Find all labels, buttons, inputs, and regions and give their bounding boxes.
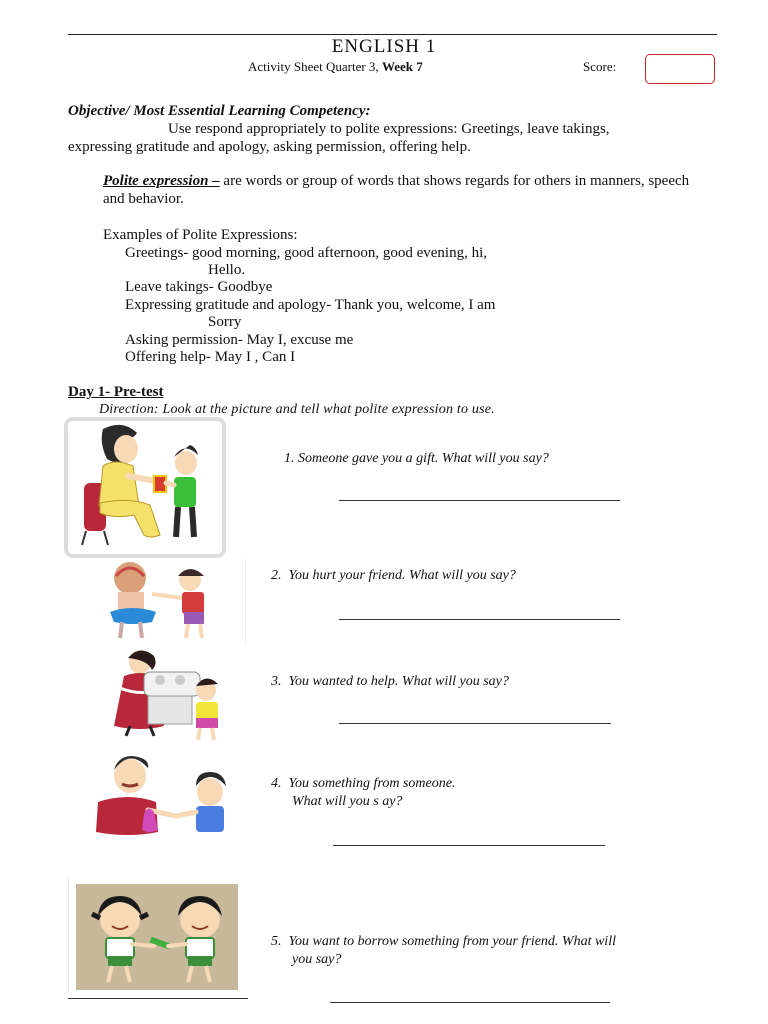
question-5-number: 5. [271, 934, 282, 949]
answer-line-2[interactable] [339, 619, 620, 620]
top-rule [68, 34, 717, 35]
question-1 [284, 450, 549, 468]
question-2-text: You hurt your friend. What will you say? [288, 568, 516, 583]
direction: Direction: Look at the picture and tell what polite expression to use. [99, 402, 495, 417]
question-5-text: You want to borrow something from your friend. What will [288, 934, 616, 949]
question-3-text: You wanted to help. What will you say? [288, 674, 509, 689]
question-5 [271, 933, 616, 968]
picture-gift [64, 417, 226, 558]
example-greetings-cont: Hello. [208, 262, 246, 278]
subtitle [248, 59, 423, 75]
definition-text: are words or group of words that shows regards for others in manners, speech and behavior. [103, 173, 690, 207]
question-1-number: 1. [284, 451, 295, 466]
example-asking-permission: Asking permission- May I, excuse me [125, 332, 354, 348]
picture-borrow [68, 878, 240, 992]
definition-term: Polite expression – [103, 173, 220, 189]
picture-hurt-friend [100, 558, 246, 646]
picture-help [100, 648, 242, 744]
answer-line-3[interactable] [339, 723, 611, 724]
definition [103, 173, 713, 208]
example-gratitude-cont: Sorry [208, 314, 242, 330]
question-3 [271, 673, 509, 691]
score-label: Score: [583, 59, 617, 74]
example-offering-help: Offering help- May I , Can I [125, 349, 296, 365]
question-4 [271, 775, 455, 810]
answer-line-4[interactable] [333, 845, 605, 846]
day-heading: Day 1- Pre-test [68, 384, 164, 400]
answer-line-5[interactable] [330, 1002, 610, 1003]
answer-line-picture-5 [68, 998, 248, 999]
objective-text [68, 121, 708, 156]
question-4-text: You something from someone. [288, 776, 456, 791]
question-4-text-cont: What will you s ay? [292, 793, 403, 809]
question-5-text-cont: you say? [292, 951, 342, 967]
examples-heading: Examples of Polite Expressions: [103, 227, 298, 243]
subtitle-prefix: Activity Sheet Quarter 3, [248, 59, 382, 74]
question-3-number: 3. [271, 674, 282, 689]
question-2-number: 2. [271, 568, 282, 583]
answer-line-1[interactable] [339, 500, 620, 501]
picture-receive-something [92, 754, 242, 838]
page-title: ENGLISH 1 [331, 36, 437, 57]
question-2 [271, 567, 516, 585]
objective-line-2: expressing gratitude and apology, asking permission, offering help. [68, 138, 471, 155]
objective-heading: Objective/ Most Essential Learning Competency: [68, 103, 371, 119]
question-1-text: Someone gave you a gift. What will you say? [298, 451, 549, 466]
objective-line-1: Use respond appropriately to polite expressions: Greetings, leave takings, [168, 121, 610, 137]
example-greetings: Greetings- good morning, good afternoon, good evening, hi, [125, 245, 488, 261]
score-box[interactable] [645, 54, 715, 84]
subtitle-week: Week 7 [381, 59, 423, 74]
question-4-number: 4. [271, 776, 282, 791]
example-leave-takings: Leave takings- Goodbye [125, 279, 273, 295]
example-gratitude: Expressing gratitude and apology- Thank you, welcome, I am [125, 297, 496, 313]
